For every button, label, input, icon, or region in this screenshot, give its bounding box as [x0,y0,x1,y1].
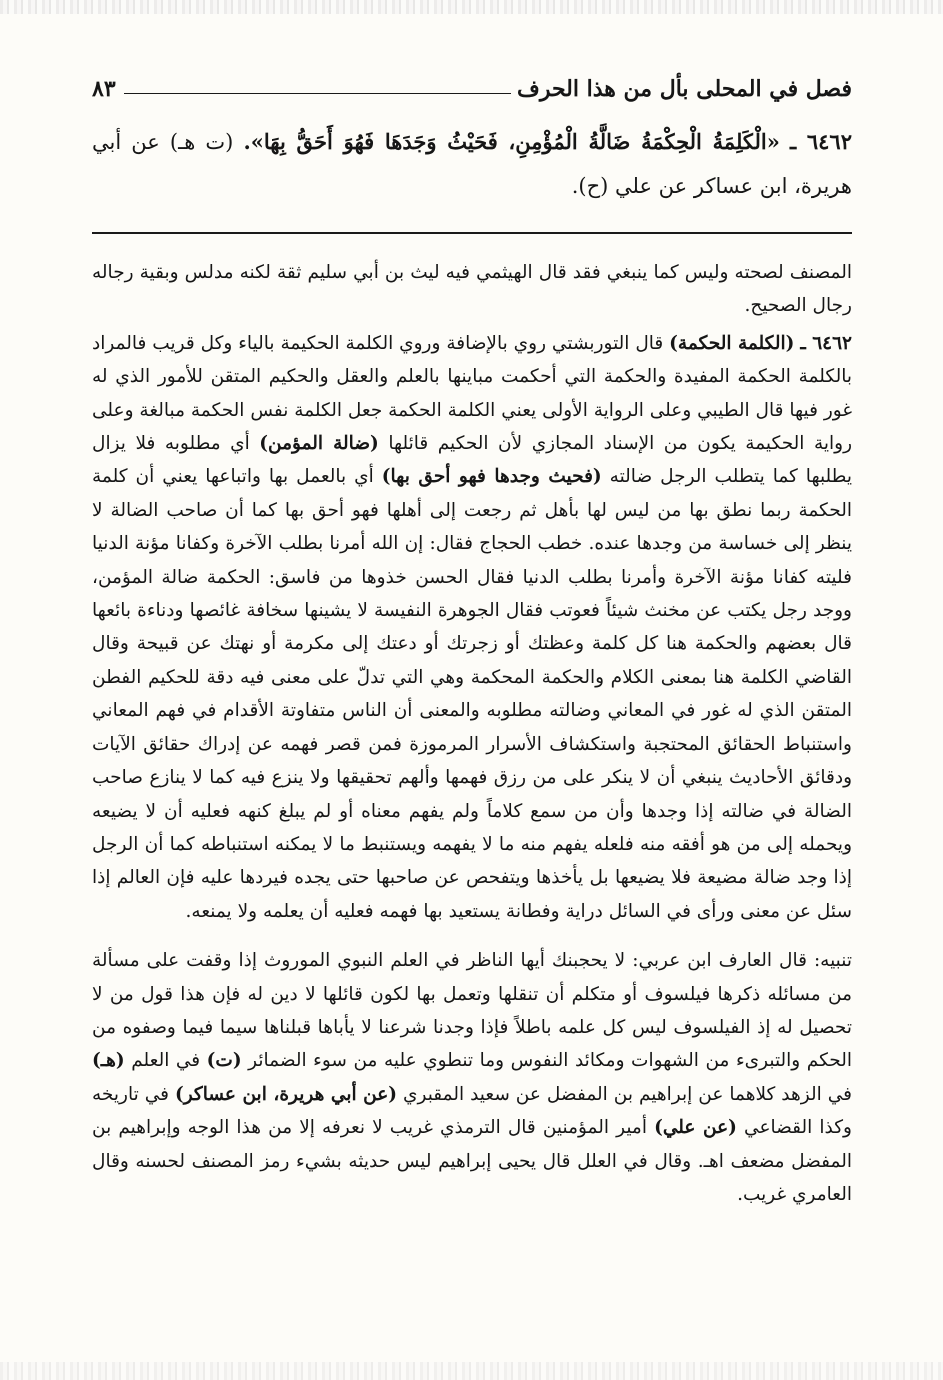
hadith-number: ٦٤٦٢ ـ [789,129,852,154]
commentary-text: أي بالعمل بها واتباعها يعني أن كلمة الحكمة ربما نطق بها من ليس لها بأهل ثم رجعت إلى أهلها فهو أحق بها كما أن صاحب الضالة لا ينظر إلى خساسة من وجدها عنده. خطب الحجاج فقال: إن الله أمرنا بطلب الآخرة وكفانا مؤنة الدنيا فليته كفانا مؤنة الآخرة وأمرنا بطلب الدنيا فقال الحسن خذوها من فاسق: الحكمة ضالة المؤمن، ووجد رجل يكتب عن مخنث شيئاً فعوتب فقال الجوهرة النفيسة لا يشينها سخافة غائصها ودناءة بائعها قال بعضهم والحكمة هنا كل كلمة وعظتك أو زجرتك أو دعتك إلى مكرمة أو نهتك عن قبيحة وقال القاضي الكلمة هنا بمعنى الكلام والحكمة المحكمة وهي التي تدلّ على معنى فيه دقة للحكيم الفطن المتقن الذي له غور في المعاني وضالته مطلوبه والمعنى أن الناس متفاوتة الأقدام في فهم المعاني واستنباط الحقائق المحتجبة واستكشاف الأسرار المرموزة فمن قصر فهمه عن إدراك حقائق الآيات ودقائق الأحاديث ينبغي أن لا ينكر على من رزق فهمها وألهم تحقيقها ولا ينزع فيه كما لا ينازع صاحب الضالة في ضالته إذا وجدها وأن من سمع كلاماً ولم يفهم معناه أو لم يبلغ كنهه فعليه أن لا يضيعه ويحمله إلى من هو أفقه منه فلعله يفهم منه ما لا يفهمه ويستنبط ما لا يمكنه استنباطه كما أن الرجل إذا وجد ضالة مضيعة فلا يضيعها بل يأخذها ويتفحص عن صاحبها حتى يجده فيردها عليه فإن العالم إذا سئل عن معنى ورأى في السائل دراية وفطانة يستعيد بها فهمه فعليه أن يعلمه ولا يمنعه. [92,466,852,922]
hadith-text-block [92,120,852,208]
commentary-text: أمير المؤمنين قال الترمذي غريب لا نعرفه إلا من هذا الوجه وإبراهيم بن المفضل مضعف اهـ. وقال في العلل قال يحيى إبراهيم ليس حديثه بشيء رمز المصنف لحسنه وقال العامري غريب. [92,1117,852,1205]
commentary-number: ٦٤٦٢ ـ [800,332,852,354]
commentary-paragraph-3 [92,944,852,1211]
scan-edge-top [0,0,943,14]
commentary-text: في العلم [131,1050,201,1072]
lemma-al-kalima: (الكلمة الحكمة) [669,332,795,354]
hadith-matn: «الْكَلِمَةُ الْحِكْمَةُ ضَالَّةُ الْمُؤْمِنِ، فَحَيْثُ وَجَدَهَا فَهُوَ أَحَقُّ بِهَا». [243,129,780,154]
commentary-text: في تاريخه وكذا القضاعي [92,1083,852,1139]
lemma-dallat-al-mumin: (ضالة المؤمن) [259,433,379,455]
commentary-text: قال التوربشتي روي بالإضافة وروي الكلمة الحكيمة بالياء وكل قريب فالمراد بالكلمة الحكمة المفيدة والحكمة التي أحكمت مباينها بالعلم والعقل والحكيم المتقن للأمور الذي له غور فيها قال الطيبي وعلى الرواية الأولى يعني الكلمة الحكمة جعل الكلمة نفس الحكمة مبالغة وعلى رواية الحكيمة يكون من الإسناد المجازي لأن الحكيم قائلها [92,332,853,455]
commentary-paragraph-1: المصنف لصحته وليس كما ينبغي فقد قال الهيثمي فيه ليث بن أبي سليم ثقة لكنه مدلس وبقية رجاله رجال الصحيح. [92,262,852,317]
chapter-title: فصل في المحلى بأل من هذا الحرف [517,76,852,102]
source-code-h: (هـ) [92,1050,125,1072]
lemma-fahaythu: (فحيث وجدها فهو أحق بها) [381,466,602,488]
page-number: ٨٣ [92,76,116,102]
commentary-paragraph-2 [92,327,852,928]
running-header [92,62,852,102]
header-rule [124,93,511,94]
source-ali: (عن علي) [654,1117,737,1139]
book-page [92,62,852,1211]
source-abu-hurayra: (عن أبي هريرة، ابن عساكر) [174,1083,398,1105]
commentary-section [92,256,852,1211]
footnote-separator [92,232,852,234]
commentary-text: تنبيه: قال العارف ابن عربي: لا يحجبنك أيها الناظر في العلم النبوي الموروث إذا وقفت على مسألة من مسائله ذكرها فيلسوف أو متكلم أن تنقلها وتعمل بها لكون قائلها لا دين له فإن هذا قول من لا تحصيل له إذ الفيلسوف ليس كل علمه باطلاً فإذا وجدنا شرعنا لا يأباها قبلناها سيما فيما وصفوه من الحكم والتبرىء من الشهوات ومكائد النفوس وما تنطوي عليه من سوء الضمائر [92,950,852,1072]
source-code-t: (ت) [206,1050,242,1072]
hadith-sources: (ت هـ) عن أبي هريرة، ابن عساكر عن علي (ح). [92,130,852,198]
commentary-text: أي مطلوبه فلا يزال يطلبها كما يتطلب الرجل ضالته [92,433,853,488]
commentary-text: في الزهد كلاهما عن إبراهيم بن المفضل عن سعيد المقبري [403,1083,852,1105]
scan-edge-bottom [0,1362,943,1380]
